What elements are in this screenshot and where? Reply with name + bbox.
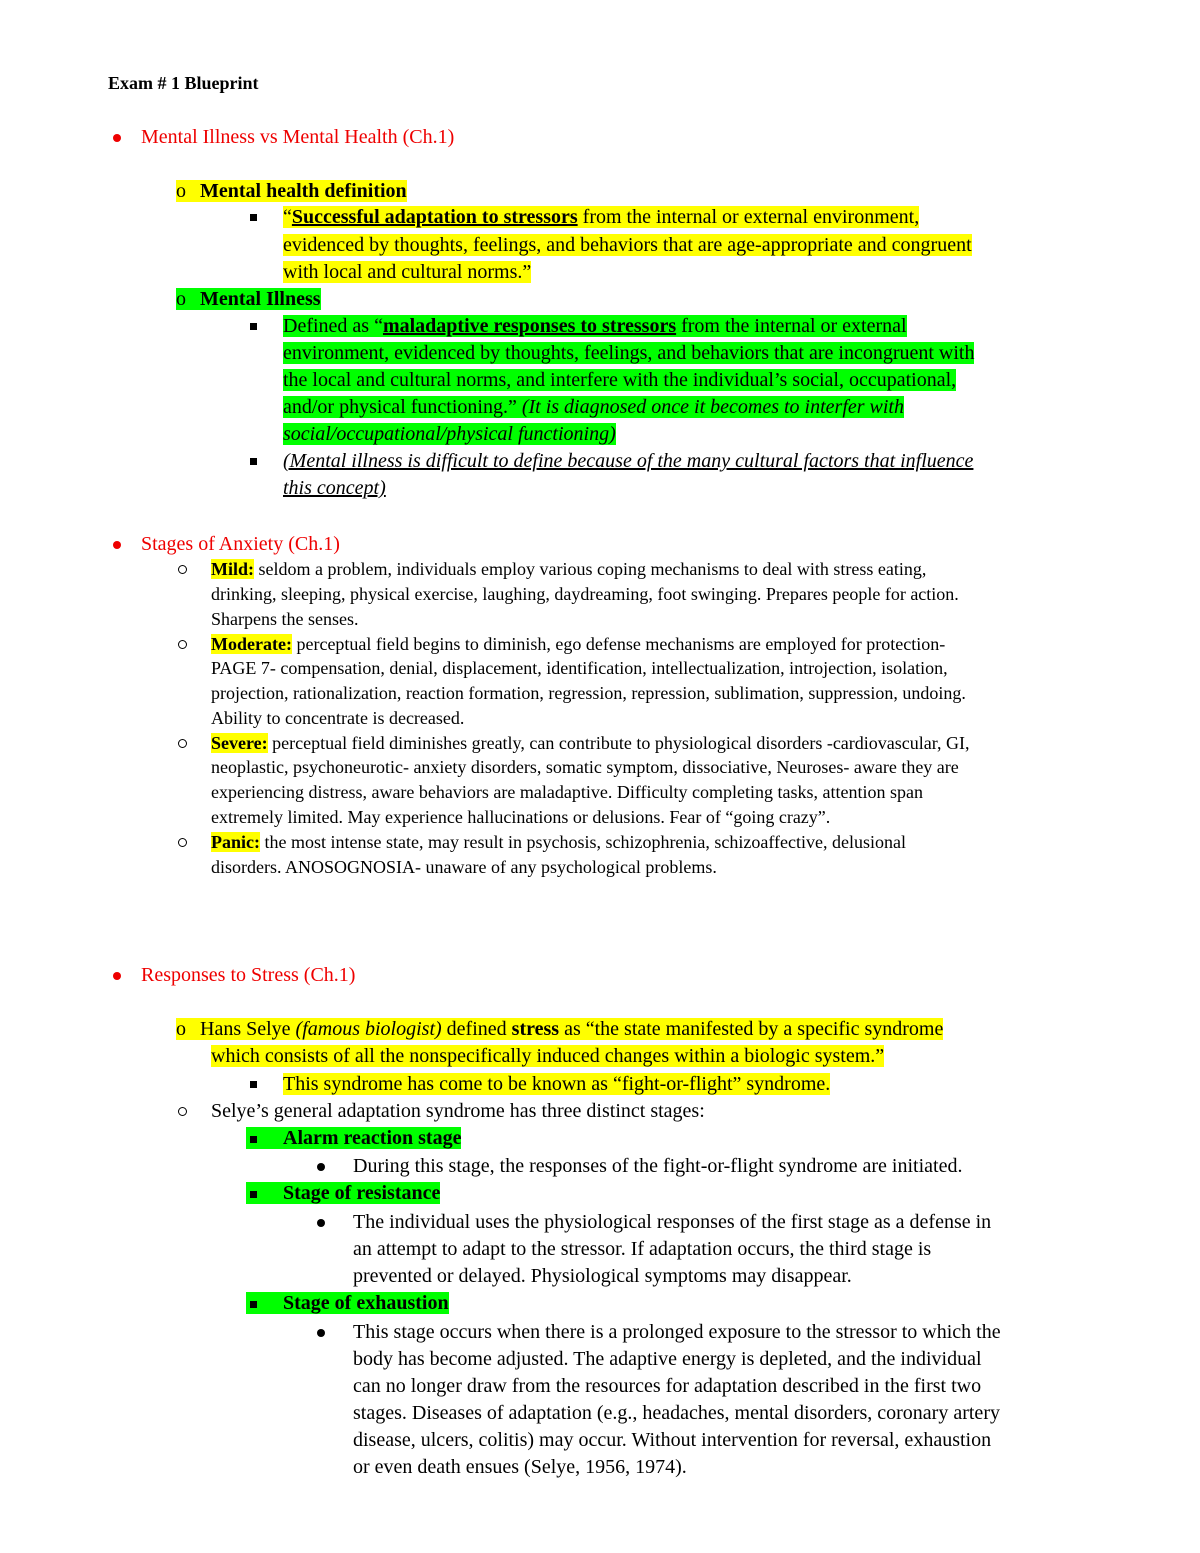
bullet-square-icon <box>250 1191 257 1198</box>
bullet-circle-icon <box>178 640 187 649</box>
anxiety-moderate-line-1: Moderate: perceptual field begins to diminish, ego defense mechanisms are employed for protection- <box>211 634 946 654</box>
mental-health-label: o Mental health definition <box>176 180 407 202</box>
bullet-dot-icon <box>113 134 121 142</box>
mental-illness-label: o Mental Illness <box>176 288 321 310</box>
resistance-desc-line-2: an attempt to adapt to the stressor. If adaptation occurs, the third stage is <box>353 1238 932 1260</box>
section-heading-mental-illness-vs-health: Mental Illness vs Mental Health (Ch.1) <box>141 126 455 148</box>
anxiety-moderate-line-3: projection, rationalization, reaction formation, regression, repression, sublimation, suppression, undoing. <box>211 683 966 703</box>
gas-intro-line: Selye’s general adaptation syndrome has three distinct stages: <box>211 1100 705 1122</box>
exhaustion-stage-label: Stage of exhaustion <box>283 1292 449 1314</box>
anxiety-severe-line-2: neoplastic, psychoneurotic- anxiety disorders, somatic symptom, dissociative, Neuroses- aware they are <box>211 757 959 777</box>
bullet-circle-icon: o <box>176 1018 186 1040</box>
severe-label: Severe: <box>211 733 268 753</box>
bullet-circle-icon: o <box>176 180 186 202</box>
fight-or-flight-line: This syndrome has come to be known as “fight-or-flight” syndrome. <box>283 1073 831 1095</box>
exhaustion-stage-row <box>246 1292 449 1315</box>
alarm-stage-desc: During this stage, the responses of the fight-or-flight syndrome are initiated. <box>353 1155 963 1177</box>
section-heading-stages-of-anxiety: Stages of Anxiety (Ch.1) <box>141 533 340 555</box>
exhaustion-desc-line-6: or even death ensues (Selye, 1956, 1974). <box>353 1456 687 1478</box>
hans-selye-line-2: which consists of all the nonspecifically induced changes within a biologic system.” <box>211 1045 885 1067</box>
moderate-label: Moderate: <box>211 634 292 654</box>
hans-selye-line-1: o Hans Selye (famous biologist) defined stress as “the state manifested by a specific syndrome <box>176 1018 944 1040</box>
mental-illness-note-line-1: (Mental illness is difficult to define because of the many cultural factors that influence <box>283 450 974 472</box>
mental-illness-def-line-3: the local and cultural norms, and interfere with the individual’s social, occupational, <box>283 369 957 391</box>
anxiety-severe-line-4: extremely limited. May experience hallucinations or delusions. Fear of “going crazy”. <box>211 807 831 827</box>
bullet-square-icon <box>250 214 257 221</box>
bullet-square-icon <box>250 1081 257 1088</box>
exhaustion-desc-line-4: stages. Diseases of adaptation (e.g., headaches, mental disorders, coronary artery <box>353 1402 1000 1424</box>
bullet-circle-icon <box>178 838 187 847</box>
bullet-circle-icon <box>178 565 187 574</box>
mental-health-def-line-3: with local and cultural norms.” <box>283 261 532 283</box>
mental-health-def-line-2: evidenced by thoughts, feelings, and behaviors that are age-appropriate and congruent <box>283 234 972 256</box>
mental-illness-def-line-1: Defined as “maladaptive responses to stressors from the internal or external <box>283 315 907 337</box>
mental-illness-row <box>176 288 321 311</box>
mental-illness-def-line-2: environment, evidenced by thoughts, feelings, and behaviors that are incongruent with <box>283 342 975 364</box>
mild-label: Mild: <box>211 559 254 579</box>
bullet-square-icon <box>250 323 257 330</box>
anxiety-mild-line-1: Mild: seldom a problem, individuals employ various coping mechanisms to deal with stress eating, <box>211 559 927 579</box>
section-heading-responses-to-stress: Responses to Stress (Ch.1) <box>141 964 356 986</box>
panic-label: Panic: <box>211 832 260 852</box>
mental-illness-note-line-2: this concept) <box>283 477 386 499</box>
mental-health-def-line-1: “Successful adaptation to stressors from the internal or external environment, <box>283 206 920 228</box>
exhaustion-desc-line-5: disease, ulcers, colitis) may occur. Without intervention for reversal, exhaustion <box>353 1429 992 1451</box>
resistance-stage-label: Stage of resistance <box>283 1182 441 1204</box>
bullet-dot-icon <box>317 1219 325 1227</box>
bullet-dot-icon <box>317 1329 325 1337</box>
bullet-square-icon <box>250 1136 257 1143</box>
bullet-circle-icon <box>178 1107 187 1116</box>
resistance-desc-line-1: The individual uses the physiological responses of the first stage as a defense in <box>353 1211 992 1233</box>
bullet-circle-icon: o <box>176 288 186 310</box>
anxiety-panic-line-2: disorders. ANOSOGNOSIA- unaware of any psychological problems. <box>211 857 717 877</box>
anxiety-severe-line-3: experiencing distress, aware behaviors are maladaptive. Difficulty completing tasks, attention span <box>211 782 923 802</box>
anxiety-moderate-line-4: Ability to concentrate is decreased. <box>211 708 465 728</box>
bullet-square-icon <box>250 458 257 465</box>
resistance-stage-row <box>246 1182 440 1205</box>
bullet-dot-icon <box>113 972 121 980</box>
anxiety-moderate-line-2: PAGE 7- compensation, denial, displacement, identification, intellectualization, introjection, isolation, <box>211 658 948 678</box>
exhaustion-desc-line-3: can no longer draw from the resources for adaptation described in the first two <box>353 1375 982 1397</box>
mental-health-row <box>176 180 407 203</box>
bullet-dot-icon <box>317 1163 325 1171</box>
bullet-square-icon <box>250 1301 257 1308</box>
anxiety-mild-line-3: Sharpens the senses. <box>211 609 359 629</box>
mental-illness-def-line-5: social/occupational/physical functioning) <box>283 423 616 445</box>
bullet-dot-icon <box>113 541 121 549</box>
resistance-desc-line-3: prevented or delayed. Physiological symptoms may disappear. <box>353 1265 852 1287</box>
alarm-stage-row <box>246 1127 461 1150</box>
mental-illness-def-line-4: and/or physical functioning.” (It is diagnosed once it becomes to interfer with <box>283 396 904 418</box>
anxiety-severe-line-1: Severe: perceptual field diminishes greatly, can contribute to physiological disorders -cardiovascular, GI, <box>211 733 970 753</box>
alarm-stage-label: Alarm reaction stage <box>283 1127 462 1149</box>
bullet-circle-icon <box>178 739 187 748</box>
exhaustion-desc-line-2: body has become adjusted. The adaptive energy is depleted, and the individual <box>353 1348 982 1370</box>
exhaustion-desc-line-1: This stage occurs when there is a prolonged exposure to the stressor to which the <box>353 1321 1001 1343</box>
document-title: Exam # 1 Blueprint <box>108 73 259 93</box>
anxiety-panic-line-1: Panic: the most intense state, may result in psychosis, schizophrenia, schizoaffective, delusional <box>211 832 907 852</box>
anxiety-mild-line-2: drinking, sleeping, physical exercise, laughing, daydreaming, foot swinging. Prepares people for action. <box>211 584 959 604</box>
